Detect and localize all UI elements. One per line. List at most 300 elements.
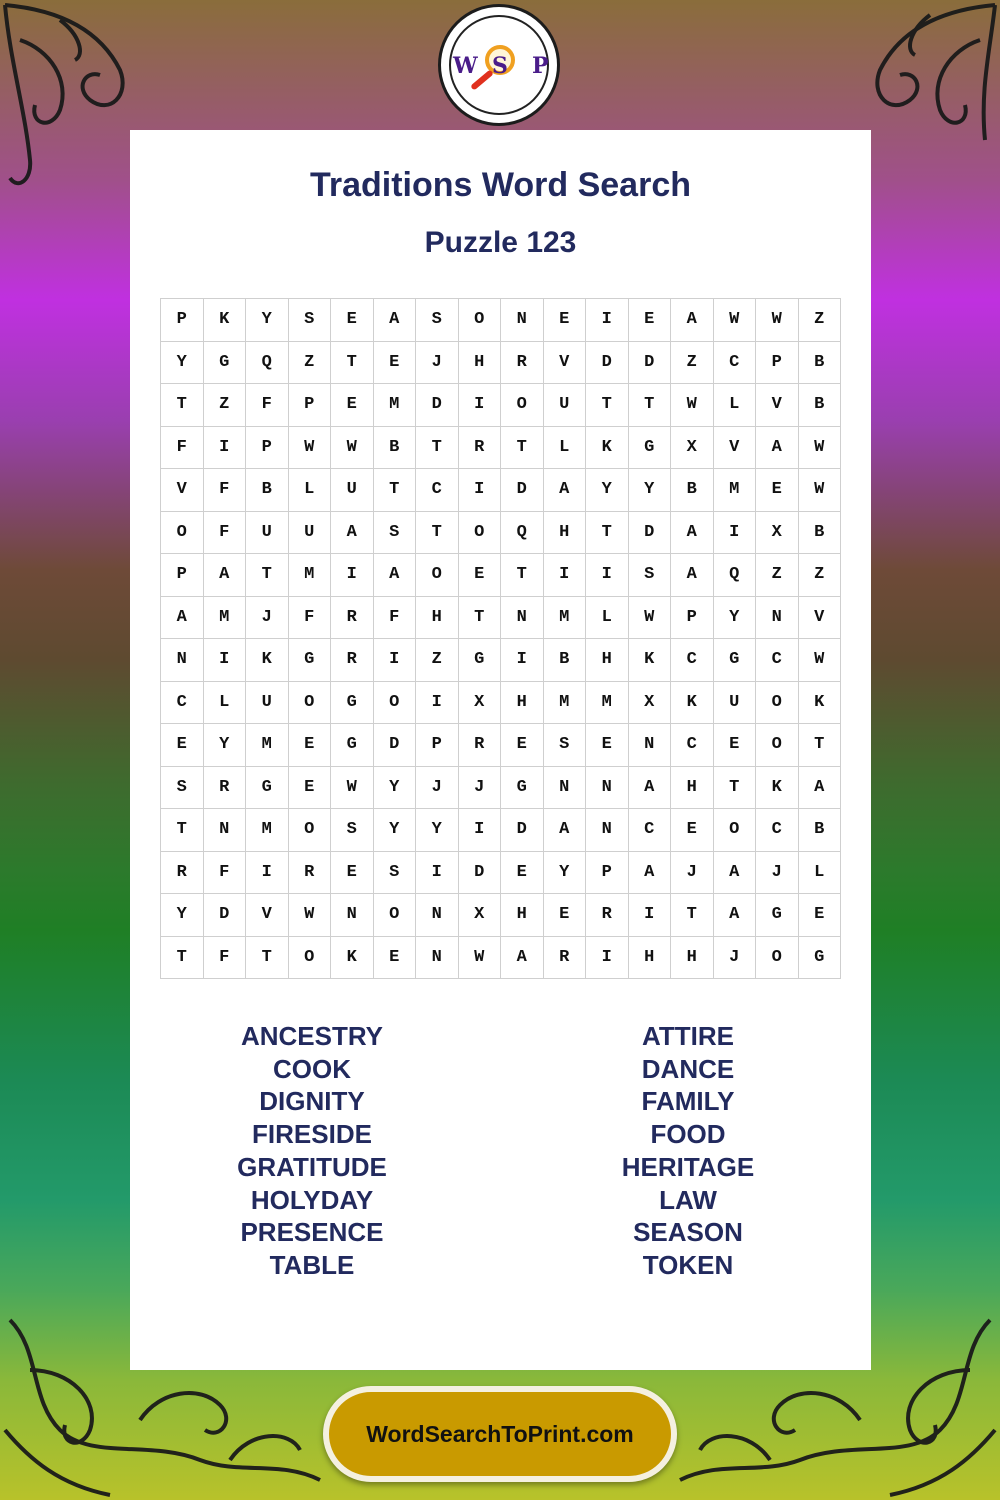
grid-cell[interactable]: D: [628, 511, 671, 554]
grid-cell[interactable]: F: [203, 851, 246, 894]
grid-cell[interactable]: E: [331, 384, 374, 427]
grid-cell[interactable]: Q: [501, 511, 544, 554]
grid-cell[interactable]: G: [713, 639, 756, 682]
grid-cell[interactable]: L: [713, 384, 756, 427]
grid-cell[interactable]: J: [246, 596, 289, 639]
grid-cell[interactable]: K: [628, 639, 671, 682]
grid-cell[interactable]: V: [798, 596, 841, 639]
grid-cell[interactable]: B: [543, 639, 586, 682]
grid-cell[interactable]: E: [331, 851, 374, 894]
grid-cell[interactable]: T: [246, 554, 289, 597]
grid-row: [161, 936, 841, 979]
grid-cell[interactable]: C: [713, 341, 756, 384]
grid-cell[interactable]: O: [161, 511, 204, 554]
grid-row: [161, 511, 841, 554]
grid-cell[interactable]: S: [543, 724, 586, 767]
grid-cell[interactable]: R: [586, 894, 629, 937]
grid-cell[interactable]: J: [416, 766, 459, 809]
grid-cell[interactable]: Y: [161, 341, 204, 384]
grid-cell[interactable]: E: [798, 894, 841, 937]
grid-cell[interactable]: N: [416, 894, 459, 937]
grid-cell[interactable]: X: [628, 681, 671, 724]
grid-cell[interactable]: H: [501, 681, 544, 724]
grid-cell[interactable]: E: [543, 894, 586, 937]
grid-cell[interactable]: M: [246, 809, 289, 852]
grid-cell[interactable]: O: [756, 681, 799, 724]
grid-cell[interactable]: A: [756, 426, 799, 469]
grid-cell[interactable]: P: [246, 426, 289, 469]
grid-cell[interactable]: K: [671, 681, 714, 724]
grid-cell[interactable]: G: [458, 639, 501, 682]
grid-row: [161, 341, 841, 384]
word-item: DIGNITY: [259, 1086, 365, 1117]
grid-cell[interactable]: G: [798, 936, 841, 979]
grid-cell[interactable]: B: [671, 469, 714, 512]
grid-cell[interactable]: R: [458, 724, 501, 767]
grid-cell[interactable]: C: [756, 809, 799, 852]
grid-cell[interactable]: M: [586, 681, 629, 724]
grid-cell[interactable]: R: [161, 851, 204, 894]
grid-cell[interactable]: F: [203, 511, 246, 554]
grid-cell[interactable]: C: [671, 639, 714, 682]
grid-cell[interactable]: O: [288, 681, 331, 724]
grid-cell[interactable]: B: [246, 469, 289, 512]
grid-cell[interactable]: W: [756, 299, 799, 342]
grid-cell[interactable]: Y: [586, 469, 629, 512]
grid-row: [161, 596, 841, 639]
grid-cell[interactable]: Y: [373, 766, 416, 809]
grid-cell[interactable]: T: [458, 596, 501, 639]
grid-cell[interactable]: Q: [246, 341, 289, 384]
grid-cell[interactable]: S: [331, 809, 374, 852]
grid-cell[interactable]: A: [713, 851, 756, 894]
grid-cell[interactable]: E: [331, 299, 374, 342]
letter-grid: [160, 298, 841, 979]
grid-cell[interactable]: O: [416, 554, 459, 597]
grid-cell[interactable]: U: [246, 681, 289, 724]
logo-letter-p: P: [532, 53, 549, 79]
grid-cell[interactable]: N: [416, 936, 459, 979]
grid-cell[interactable]: G: [288, 639, 331, 682]
grid-cell[interactable]: Y: [713, 596, 756, 639]
grid-cell[interactable]: L: [586, 596, 629, 639]
grid-cell[interactable]: B: [798, 384, 841, 427]
word-item: LAW: [659, 1184, 717, 1215]
grid-cell[interactable]: F: [288, 596, 331, 639]
grid-cell[interactable]: T: [416, 511, 459, 554]
grid-cell[interactable]: U: [288, 511, 331, 554]
logo-letter-w: W: [453, 53, 478, 79]
grid-cell[interactable]: U: [331, 469, 374, 512]
grid-cell[interactable]: E: [713, 724, 756, 767]
grid-cell[interactable]: F: [161, 426, 204, 469]
grid-cell[interactable]: R: [288, 851, 331, 894]
grid-cell[interactable]: K: [586, 426, 629, 469]
grid-cell[interactable]: N: [628, 724, 671, 767]
grid-cell[interactable]: I: [628, 894, 671, 937]
grid-cell[interactable]: V: [161, 469, 204, 512]
word-item: FAMILY: [641, 1086, 735, 1117]
grid-cell[interactable]: T: [586, 511, 629, 554]
grid-cell[interactable]: L: [543, 426, 586, 469]
grid-row: [161, 469, 841, 512]
grid-cell[interactable]: D: [416, 384, 459, 427]
grid-cell[interactable]: A: [373, 554, 416, 597]
grid-cell[interactable]: W: [331, 766, 374, 809]
grid-cell[interactable]: D: [458, 851, 501, 894]
grid-cell[interactable]: O: [756, 936, 799, 979]
grid-cell[interactable]: Z: [671, 341, 714, 384]
grid-row: [161, 681, 841, 724]
grid-cell[interactable]: H: [543, 511, 586, 554]
grid-cell[interactable]: B: [798, 809, 841, 852]
grid-cell[interactable]: C: [416, 469, 459, 512]
grid-cell[interactable]: K: [756, 766, 799, 809]
grid-row: [161, 851, 841, 894]
grid-cell[interactable]: U: [543, 384, 586, 427]
grid-cell[interactable]: O: [373, 681, 416, 724]
grid-cell[interactable]: H: [501, 894, 544, 937]
grid-cell[interactable]: M: [543, 596, 586, 639]
grid-cell[interactable]: D: [628, 341, 671, 384]
grid-cell[interactable]: E: [501, 724, 544, 767]
grid-cell[interactable]: J: [671, 851, 714, 894]
grid-cell[interactable]: J: [416, 341, 459, 384]
grid-cell[interactable]: Q: [713, 554, 756, 597]
grid-cell[interactable]: D: [203, 894, 246, 937]
grid-cell[interactable]: N: [543, 766, 586, 809]
grid-cell[interactable]: N: [501, 596, 544, 639]
grid-cell[interactable]: D: [373, 724, 416, 767]
grid-cell[interactable]: N: [586, 766, 629, 809]
grid-cell[interactable]: I: [203, 639, 246, 682]
grid-cell[interactable]: Y: [203, 724, 246, 767]
grid-cell[interactable]: L: [203, 681, 246, 724]
grid-cell[interactable]: D: [586, 341, 629, 384]
grid-cell[interactable]: E: [756, 469, 799, 512]
grid-cell[interactable]: Y: [543, 851, 586, 894]
grid-cell[interactable]: H: [671, 936, 714, 979]
grid-cell[interactable]: E: [373, 341, 416, 384]
word-item: HERITAGE: [621, 1151, 755, 1182]
grid-cell[interactable]: E: [373, 936, 416, 979]
grid-cell[interactable]: B: [798, 341, 841, 384]
grid-cell[interactable]: A: [543, 469, 586, 512]
grid-cell[interactable]: T: [586, 384, 629, 427]
puzzle-card: [130, 130, 871, 1370]
grid-row: [161, 554, 841, 597]
grid-cell[interactable]: M: [203, 596, 246, 639]
grid-cell[interactable]: G: [501, 766, 544, 809]
grid-cell[interactable]: E: [161, 724, 204, 767]
grid-cell[interactable]: P: [756, 341, 799, 384]
grid-row: [161, 766, 841, 809]
grid-cell[interactable]: V: [756, 384, 799, 427]
grid-cell[interactable]: J: [756, 851, 799, 894]
grid-cell[interactable]: A: [671, 511, 714, 554]
grid-cell[interactable]: T: [331, 341, 374, 384]
grid-cell[interactable]: G: [203, 341, 246, 384]
grid-cell[interactable]: A: [713, 894, 756, 937]
grid-cell[interactable]: Y: [246, 299, 289, 342]
grid-row: [161, 299, 841, 342]
grid-cell[interactable]: N: [586, 809, 629, 852]
grid-cell[interactable]: X: [458, 894, 501, 937]
grid-cell[interactable]: I: [713, 511, 756, 554]
grid-cell[interactable]: I: [586, 554, 629, 597]
grid-cell[interactable]: F: [203, 469, 246, 512]
grid-cell[interactable]: V: [713, 426, 756, 469]
word-item: ANCESTRY: [240, 1021, 384, 1051]
grid-cell[interactable]: W: [331, 426, 374, 469]
grid-cell[interactable]: C: [756, 639, 799, 682]
grid-cell[interactable]: H: [628, 936, 671, 979]
grid-cell[interactable]: E: [458, 554, 501, 597]
grid-cell[interactable]: M: [543, 681, 586, 724]
grid-cell[interactable]: E: [501, 851, 544, 894]
grid-cell[interactable]: R: [331, 596, 374, 639]
grid-cell[interactable]: E: [671, 809, 714, 852]
grid-cell[interactable]: P: [416, 724, 459, 767]
top-left-ornament: [0, 0, 150, 200]
grid-cell[interactable]: I: [458, 469, 501, 512]
grid-cell[interactable]: Y: [373, 809, 416, 852]
grid-cell[interactable]: W: [288, 894, 331, 937]
grid-cell[interactable]: I: [416, 851, 459, 894]
word-item: GRATITUDE: [237, 1151, 387, 1182]
grid-cell[interactable]: A: [628, 851, 671, 894]
grid-cell[interactable]: A: [203, 554, 246, 597]
grid-cell[interactable]: P: [161, 299, 204, 342]
grid-cell[interactable]: M: [713, 469, 756, 512]
grid-cell[interactable]: P: [161, 554, 204, 597]
site-badge[interactable]: [323, 1386, 677, 1482]
logo-letter-s: S: [492, 53, 508, 79]
grid-cell[interactable]: A: [671, 299, 714, 342]
word-item: HOLYDAY: [250, 1184, 374, 1215]
grid-cell[interactable]: Z: [798, 554, 841, 597]
grid-cell[interactable]: U: [246, 511, 289, 554]
grid-cell[interactable]: W: [628, 596, 671, 639]
grid-cell[interactable]: P: [288, 384, 331, 427]
grid-row: [161, 809, 841, 852]
word-item: FIRESIDE: [252, 1119, 372, 1150]
page-title: Traditions Word Search: [309, 166, 691, 204]
grid-row: [161, 384, 841, 427]
grid-cell[interactable]: N: [501, 299, 544, 342]
grid-cell[interactable]: H: [586, 639, 629, 682]
grid-cell[interactable]: W: [713, 299, 756, 342]
grid-cell[interactable]: T: [798, 724, 841, 767]
grid-cell[interactable]: T: [373, 469, 416, 512]
grid-cell[interactable]: Y: [161, 894, 204, 937]
grid-cell[interactable]: A: [798, 766, 841, 809]
grid-cell[interactable]: N: [203, 809, 246, 852]
grid-cell[interactable]: R: [543, 936, 586, 979]
grid-cell[interactable]: T: [501, 554, 544, 597]
grid-cell[interactable]: D: [501, 469, 544, 512]
grid-cell[interactable]: A: [543, 809, 586, 852]
grid-cell[interactable]: A: [671, 554, 714, 597]
grid-cell[interactable]: G: [756, 894, 799, 937]
grid-cell[interactable]: G: [246, 766, 289, 809]
grid-cell[interactable]: A: [161, 596, 204, 639]
grid-cell[interactable]: O: [373, 894, 416, 937]
grid-cell[interactable]: O: [756, 724, 799, 767]
grid-cell[interactable]: S: [288, 299, 331, 342]
grid-cell[interactable]: I: [458, 809, 501, 852]
grid-cell[interactable]: I: [543, 554, 586, 597]
grid-cell[interactable]: Z: [416, 639, 459, 682]
grid-cell[interactable]: I: [373, 639, 416, 682]
word-item: COOK: [273, 1053, 351, 1084]
grid-cell[interactable]: S: [416, 299, 459, 342]
word-item: TOKEN: [642, 1249, 734, 1280]
word-item: DANCE: [641, 1053, 735, 1084]
grid-cell[interactable]: W: [798, 469, 841, 512]
grid-cell[interactable]: H: [458, 341, 501, 384]
grid-cell[interactable]: R: [203, 766, 246, 809]
grid-cell[interactable]: F: [203, 936, 246, 979]
grid-cell[interactable]: E: [543, 299, 586, 342]
grid-cell[interactable]: S: [161, 766, 204, 809]
grid-cell[interactable]: E: [288, 766, 331, 809]
grid-cell[interactable]: J: [458, 766, 501, 809]
word-list-right: [538, 1020, 838, 1282]
grid-cell[interactable]: I: [246, 851, 289, 894]
grid-cell[interactable]: G: [628, 426, 671, 469]
grid-cell[interactable]: Z: [288, 341, 331, 384]
grid-cell[interactable]: T: [501, 426, 544, 469]
grid-cell[interactable]: W: [671, 384, 714, 427]
grid-cell[interactable]: C: [628, 809, 671, 852]
grid-cell[interactable]: M: [373, 384, 416, 427]
grid-cell[interactable]: Y: [628, 469, 671, 512]
grid-cell[interactable]: C: [671, 724, 714, 767]
grid-cell[interactable]: T: [628, 384, 671, 427]
grid-cell[interactable]: O: [458, 299, 501, 342]
grid-cell[interactable]: U: [713, 681, 756, 724]
grid-cell[interactable]: A: [501, 936, 544, 979]
grid-cell[interactable]: D: [501, 809, 544, 852]
grid-cell[interactable]: Z: [798, 299, 841, 342]
grid-cell[interactable]: E: [288, 724, 331, 767]
grid-cell[interactable]: N: [331, 894, 374, 937]
grid-cell[interactable]: T: [416, 426, 459, 469]
word-item: TABLE: [269, 1249, 355, 1280]
grid-cell[interactable]: L: [288, 469, 331, 512]
grid-cell[interactable]: C: [161, 681, 204, 724]
grid-cell[interactable]: M: [288, 554, 331, 597]
grid-cell[interactable]: E: [628, 299, 671, 342]
grid-cell[interactable]: N: [161, 639, 204, 682]
grid-cell[interactable]: F: [246, 384, 289, 427]
grid-cell[interactable]: I: [416, 681, 459, 724]
grid-row: [161, 894, 841, 937]
grid-cell[interactable]: T: [161, 936, 204, 979]
grid-cell[interactable]: B: [373, 426, 416, 469]
grid-cell[interactable]: X: [458, 681, 501, 724]
grid-cell[interactable]: L: [798, 851, 841, 894]
grid-cell[interactable]: W: [798, 639, 841, 682]
grid-cell[interactable]: A: [373, 299, 416, 342]
grid-cell[interactable]: I: [331, 554, 374, 597]
puzzle-number: Puzzle 123: [424, 226, 577, 259]
word-item: FOOD: [650, 1119, 726, 1150]
grid-cell[interactable]: P: [671, 596, 714, 639]
grid-cell[interactable]: K: [798, 681, 841, 724]
grid-cell[interactable]: I: [203, 426, 246, 469]
grid-cell[interactable]: I: [458, 384, 501, 427]
grid-cell[interactable]: O: [713, 809, 756, 852]
grid-cell[interactable]: T: [671, 894, 714, 937]
grid-cell[interactable]: T: [161, 809, 204, 852]
grid-cell[interactable]: K: [331, 936, 374, 979]
grid-cell[interactable]: T: [713, 766, 756, 809]
word-item: PRESENCE: [240, 1217, 384, 1248]
grid-cell[interactable]: H: [671, 766, 714, 809]
grid-cell[interactable]: A: [628, 766, 671, 809]
grid-cell[interactable]: F: [373, 596, 416, 639]
word-item: SEASON: [633, 1217, 743, 1248]
grid-cell[interactable]: W: [458, 936, 501, 979]
grid-cell[interactable]: I: [586, 936, 629, 979]
grid-cell[interactable]: S: [628, 554, 671, 597]
grid-cell[interactable]: I: [501, 639, 544, 682]
grid-row: [161, 426, 841, 469]
grid-cell[interactable]: P: [586, 851, 629, 894]
grid-cell[interactable]: S: [373, 511, 416, 554]
grid-cell[interactable]: V: [246, 894, 289, 937]
grid-cell[interactable]: W: [288, 426, 331, 469]
grid-cell[interactable]: T: [161, 384, 204, 427]
grid-cell[interactable]: K: [203, 299, 246, 342]
grid-cell[interactable]: O: [288, 809, 331, 852]
grid-cell[interactable]: X: [671, 426, 714, 469]
grid-cell[interactable]: E: [586, 724, 629, 767]
grid-cell[interactable]: B: [798, 511, 841, 554]
grid-cell[interactable]: M: [246, 724, 289, 767]
grid-cell[interactable]: A: [331, 511, 374, 554]
wsp-logo: [438, 4, 560, 126]
grid-cell[interactable]: R: [331, 639, 374, 682]
grid-cell[interactable]: G: [331, 724, 374, 767]
grid-cell[interactable]: V: [543, 341, 586, 384]
grid-cell[interactable]: S: [373, 851, 416, 894]
grid-cell[interactable]: N: [756, 596, 799, 639]
grid-cell[interactable]: H: [416, 596, 459, 639]
grid-cell[interactable]: K: [246, 639, 289, 682]
site-url: WordSearchToPrint.com: [366, 1420, 634, 1447]
grid-cell[interactable]: R: [501, 341, 544, 384]
grid-row: [161, 724, 841, 767]
word-list-left: [162, 1020, 462, 1282]
grid-cell[interactable]: O: [458, 511, 501, 554]
grid-cell[interactable]: Z: [756, 554, 799, 597]
grid-cell[interactable]: Z: [203, 384, 246, 427]
grid-cell[interactable]: R: [458, 426, 501, 469]
word-item: ATTIRE: [642, 1021, 734, 1051]
grid-cell[interactable]: O: [288, 936, 331, 979]
grid-cell[interactable]: O: [501, 384, 544, 427]
grid-cell[interactable]: J: [713, 936, 756, 979]
grid-cell[interactable]: Y: [416, 809, 459, 852]
grid-cell[interactable]: G: [331, 681, 374, 724]
grid-cell[interactable]: X: [756, 511, 799, 554]
grid-cell[interactable]: I: [586, 299, 629, 342]
grid-cell[interactable]: T: [246, 936, 289, 979]
grid-cell[interactable]: W: [798, 426, 841, 469]
